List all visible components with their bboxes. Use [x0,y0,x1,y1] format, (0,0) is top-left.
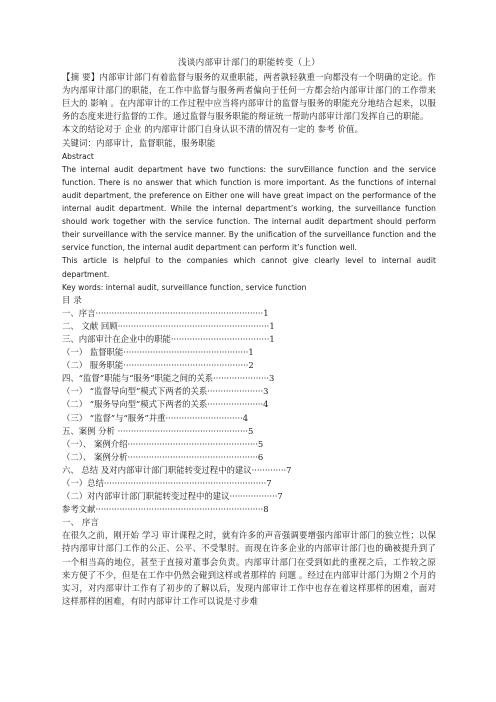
toc-heading: 目 录 [62,294,82,305]
toc-item[interactable]: （三） “监督”与“服务”并重·····························4 [62,412,249,423]
toc-item[interactable]: 三、内部审计在企业中的职能·····································1 [62,333,275,344]
abstract-en: The internal audit department have two functions: the survEillance function and the service function. There is no answer that which function is more important. As the functions of internal audit department, the preference on Either one will have great impact on the performance of the internal audit department. While the internal department’s working, the surveillance function should work together with the service function. The internal audit department should perform their surveillance with the service manner. By the unification of the surveillance function and the service function, the internal audit department can perform it’s function well. [62,164,436,253]
keywords-cn: 关键词：内部审计，监督职能，服务职能 [62,137,216,148]
abstract-en-heading: Abstract [62,151,94,161]
toc-item[interactable]: （一）总结·····························································7 [62,478,272,488]
doc-title: 浅谈内部审计部门的职能转变（上） [177,58,321,68]
toc-item[interactable]: （二） 服务职能···············································2 [62,360,254,371]
conclusion-cn: 本文的结论对于 企业 的内部审计部门自身认识不清的情况有一定的 参考 价值。 [62,124,364,135]
toc-item[interactable]: （一）、 案例介绍·················································5 [62,438,264,449]
toc-item[interactable]: （二）、 案例分析·················································6 [62,451,264,462]
toc-item[interactable]: 六、 总结 及对内部审计部门职能转变过程中的建议·············7 [62,464,292,475]
section-heading: 一、 序言 [62,517,99,528]
toc-item[interactable]: （二）对内部审计部门职能转变过程中的建议··················7 [62,491,283,502]
toc-item[interactable]: 参考文献·······························································8 [62,504,269,515]
abstract-en-2: This article is helpful to the companies which cannot give clearly level to internal audit department. [62,256,436,279]
toc-item[interactable]: 二、 文献 回顾·························································1 [62,320,275,331]
keywords-en: Key words: internal audit, surveillance function, service function [62,282,307,292]
toc-item[interactable]: （二） “服务导向型”模式下两者的关系·····················4 [62,399,269,410]
toc-item[interactable]: 五、案例 分析 ·················································5 [62,425,254,436]
table-of-contents [62,307,436,517]
toc-item[interactable]: （一） “监督导向型”模式下两者的关系·····················3 [62,386,269,397]
toc-item[interactable]: 一、序言·······························································1 [62,307,269,318]
toc-item[interactable]: （一） 监督职能···············································1 [62,347,254,358]
abstract-cn: 【摘 要】内部审计部门有着监督与服务的双重职能，两者孰轻孰重一向都没有一个明确的定论。作为内部审计部门的职能，在工作中监督与服务两者偏向于任何一方都会给内部审计部门的工作带来巨大的 影响 。在内部审计的工作过程中应当将内部审计的监督与服务的职能充分地结合起来，以服务的态度来进行监督的工作。通过监督与服务职能的辩证统一帮助内部审计部门发挥自己的职能。 [62,72,436,122]
section-body: 在很久之前，刚开始 学习 审计课程之时，就有许多的声音强调要增强内部审计部门的独立性；以保持内部审计部门工作的公正、公平、不受掣肘。而现在许多企业的内部审计部门也的确被提升到了一个相当高的地位，甚至于直接对董事会负责。内部审计部门在受到如此的重视之后，工作较之原来方便了不少，但是在工作中仍然会碰到这样或者那样的 问题 。经过在内部审计部门为期２个月的实习，对内部审计工作有了初步的了解以后，发现内部审计工作中也存在着这样那样的困难，面对这样那样的困难，有时内部审计工作可以说是寸步难 [62,530,436,606]
toc-item[interactable]: 四、“监督”职能与“服务”职能之间的关系·····················3 [62,373,275,384]
